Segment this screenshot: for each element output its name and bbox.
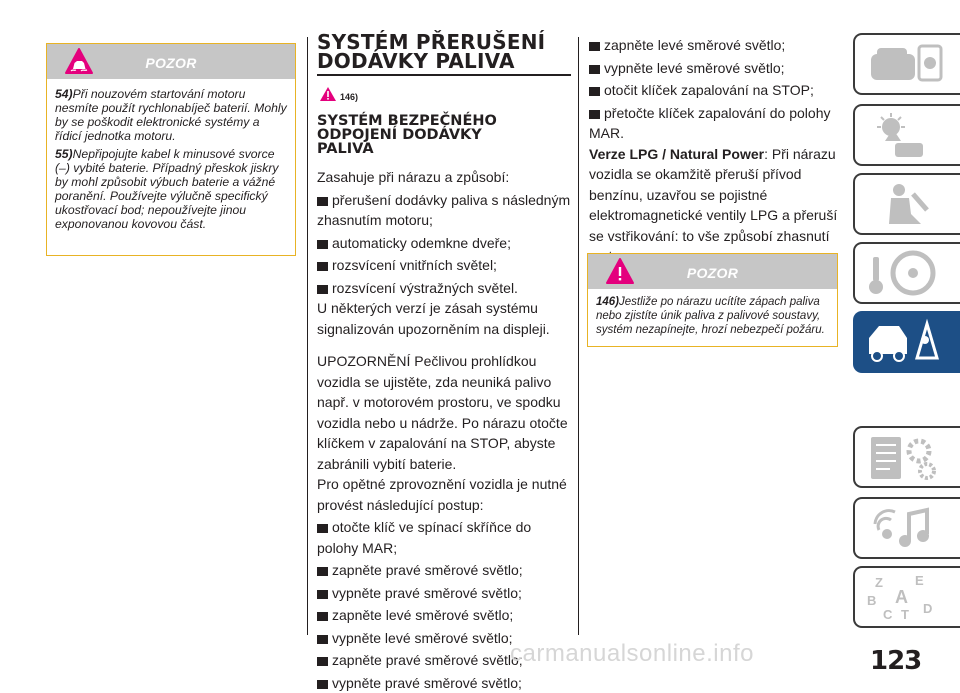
tab-warning-lights[interactable] — [853, 104, 960, 166]
lpg-paragraph: Verze LPG / Natural Power: Při nárazu vozidla se okamžitě přeruší přívod benzínu, uzavřou se pojistné elektromagnetické ventily LPG a přeruší se vstřikování: to vše způsobí zhasnutí — [589, 144, 839, 267]
car-dashboard-icon — [865, 40, 945, 90]
list-item: rozsvícení vnitřních světel; — [317, 255, 572, 276]
list-item: automaticky odemkne dveře; — [317, 233, 572, 254]
note-text: U některých verzí je zásah systému signalizován upozorněním na displeji. — [317, 298, 572, 339]
list-item: otočte klíč ve spínací skříňce do polohy MAR; — [317, 517, 572, 558]
tab-airbag-seat[interactable] — [853, 173, 960, 235]
list-item: vypněte levé směrové světlo; — [317, 628, 572, 649]
warning-body — [47, 79, 295, 243]
list-item: přetočte klíček zapalování do polohy MAR. — [589, 103, 839, 144]
svg-text:B: B — [867, 593, 876, 608]
page-number: 123 — [870, 646, 921, 676]
procedure-intro: Pro opětné zprovoznění vozidla je nutné provést následující postup: — [317, 474, 572, 515]
right-column — [589, 33, 839, 267]
tab-breakdown[interactable] — [853, 311, 960, 373]
tab-multimedia[interactable] — [853, 497, 960, 559]
tab-alphabet-index[interactable] — [853, 566, 960, 628]
checkbox-bullet-icon — [317, 678, 328, 689]
list-item: otočit klíček zapalování na STOP; — [589, 80, 839, 101]
list-item: vypněte pravé směrové světlo; — [317, 583, 572, 604]
list-item: zapněte pravé směrové světlo; — [317, 560, 572, 581]
warning-lights-icon — [865, 111, 945, 161]
checkbox-bullet-icon — [317, 260, 328, 271]
warning-title: POZOR — [47, 55, 295, 71]
list-item: zapněte levé směrové světlo; — [589, 35, 839, 56]
tab-car-dashboard[interactable] — [853, 33, 960, 95]
warning-item: 146)Jestliže po nárazu ucítíte zápach paliva nebo zjistíte únik paliva z palivové soustavy, systém nezapínejte, hrozí nebezpečí požáru. — [596, 295, 829, 337]
list-item: zapněte pravé směrové světlo; — [317, 650, 572, 671]
list-item: rozsvícení výstražných světel. — [317, 278, 572, 299]
sub-heading: SYSTÉM BEZPEČNÉHO ODPOJENÍ DODÁVKY PALIVA — [317, 114, 572, 156]
svg-text:A: A — [895, 587, 908, 607]
maintenance-gears-icon — [865, 433, 945, 483]
svg-text:D: D — [923, 601, 932, 616]
list-item: zapněte levé směrové světlo; — [317, 605, 572, 626]
warning-title: POZOR — [588, 265, 837, 281]
breakdown-car-icon — [865, 318, 945, 368]
checkbox-bullet-icon — [317, 238, 328, 249]
column-divider — [578, 37, 579, 635]
heading-rule — [317, 74, 571, 76]
watermark: carmanualsonline.info — [510, 640, 754, 668]
checkbox-bullet-icon — [589, 85, 600, 96]
multimedia-music-icon — [865, 504, 945, 554]
column-divider — [307, 37, 308, 635]
svg-text:C: C — [883, 607, 893, 622]
caution-text: UPOZORNĚNÍ Pečlivou prohlídkou vozidla se ujistěte, zda neuniká palivo např. v motorovém prostoru, ve spodku vozidla nebo u nádrže. Po nárazu otočte klíčkem v zapalování na STOP, abyste zabránili vybití baterie. — [317, 351, 572, 474]
checkbox-bullet-icon — [589, 108, 600, 119]
steering-wheel-key-icon — [865, 249, 945, 299]
list-item: přerušení dodávky paliva s následným zhasnutím motoru; — [317, 190, 572, 231]
warning-header — [588, 254, 837, 289]
warning-item: 55)Nepřipojujte kabel k minusové svorce (–) vybité baterie. Případný přeskok jiskry by mohl způsobit výbuch baterie a vážné poranění. Používejte výlučně specifický ukostřovací bod; nepoužívejte jinou exponovanou kovovou část. — [55, 147, 287, 231]
checkbox-bullet-icon — [317, 283, 328, 294]
checkbox-bullet-icon — [317, 655, 328, 666]
list-item: vypněte levé směrové světlo; — [589, 58, 839, 79]
section-heading: SYSTÉM PŘERUŠENÍ DODÁVKY PALIVA — [317, 33, 572, 71]
checkbox-bullet-icon — [589, 63, 600, 74]
checkbox-bullet-icon — [317, 565, 328, 576]
checkbox-bullet-icon — [589, 40, 600, 51]
svg-text:E: E — [915, 573, 924, 588]
main-column — [317, 33, 572, 693]
svg-text:Z: Z — [875, 575, 883, 590]
body-text — [317, 167, 572, 693]
warning-header — [47, 44, 295, 79]
checkbox-bullet-icon — [317, 610, 328, 621]
intro-text: Zasahuje při nárazu a způsobí: — [317, 167, 572, 188]
warning-box-left — [46, 43, 296, 256]
warning-body — [588, 289, 837, 349]
warning-reference: 146) — [317, 82, 572, 110]
svg-text:T: T — [901, 607, 909, 622]
airbag-seat-icon — [865, 180, 945, 230]
warning-triangle-icon — [319, 86, 337, 102]
checkbox-bullet-icon — [317, 633, 328, 644]
body-text — [589, 35, 839, 267]
warning-box-right — [587, 253, 838, 347]
list-item: vypněte pravé směrové světlo; — [317, 673, 572, 693]
tab-steering-key[interactable] — [853, 242, 960, 304]
alphabet-index-icon — [865, 573, 945, 623]
warning-item: 54)Při nouzovém startování motoru nesmíte použít rychlonabíječ baterií. Mohly by se poškodit elektronické systémy a řídicí jednotka motoru. — [55, 87, 287, 143]
checkbox-bullet-icon — [317, 195, 328, 206]
checkbox-bullet-icon — [317, 522, 328, 533]
checkbox-bullet-icon — [317, 588, 328, 599]
tab-maintenance[interactable] — [853, 426, 960, 488]
